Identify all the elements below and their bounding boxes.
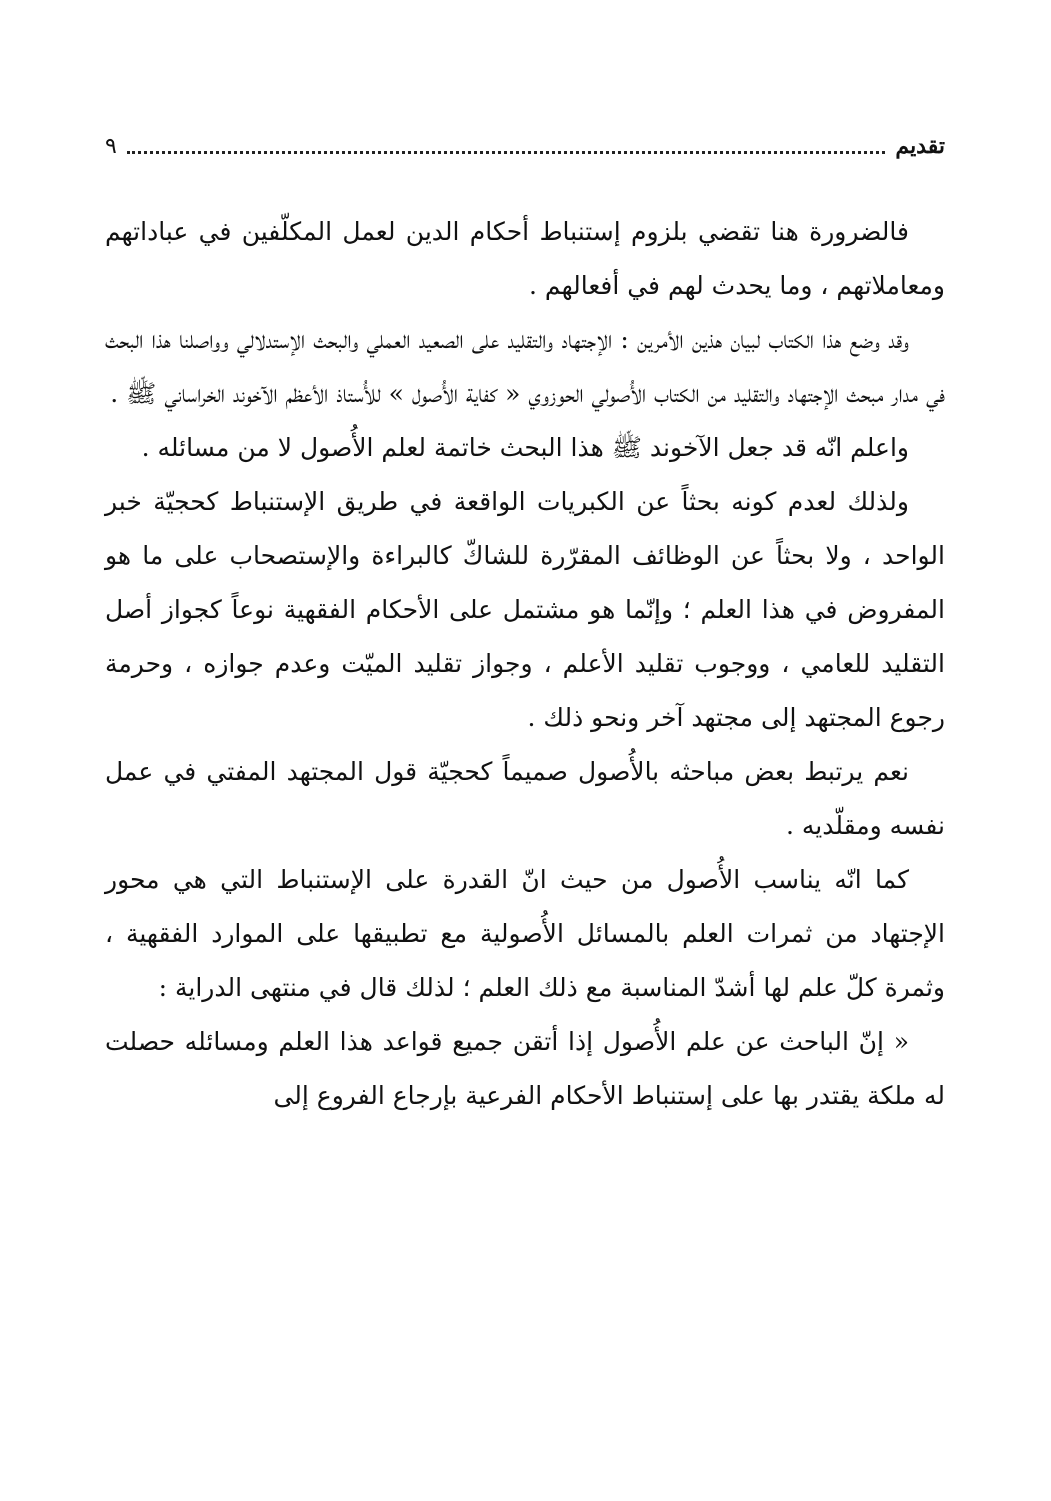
paragraph: ولذلك لعدم كونه بحثاً عن الكبريات الواقعة في طريق الإستنباط كحجيّة خبر الواحد ، ولا بحثاً عن الوظائف المقرّرة للشاكّ كالبراءة والإستصحاب على ما هو المفروض في هذا العلم ؛ وإنّما هو مشتمل على الأحكام الفقهية نوعاً كجواز أصل التقليد للعامي ، ووجوب تقليد الأعلم ، وجواز تقليد الميّت وعدم جوازه ، وحرمة رجوع المجتهد إلى مجتهد آخر ونحو ذلك .	[105, 487, 945, 732]
page-number: ٩	[105, 133, 117, 159]
paragraph: « إنّ الباحث عن علم الأُصول إذا أتقن جميع قواعد هذا العلم ومسائله حصلت له ملكة يقتدر بها على إستنباط الأحكام الفرعية بإرجاع الفروع إلى	[105, 1027, 945, 1110]
running-header	[105, 126, 945, 166]
body-text	[105, 205, 945, 1123]
paragraph: وقد وضع هذا الكتاب لبيان هذين الأمرين : الإجتهاد والتقليد على الصعيد العملي والبحث الإستدلالي وواصلنا هذا البحث في مدار مبحث الإجتهاد والتقليد من الكتاب الأُصولي الحوزوي « كفاية الأُصول » للأُستاذ الأعظم الآخوند الخراساني ﷺ .	[105, 325, 945, 408]
paragraph: نعم يرتبط بعض مباحثه بالأُصول صميماً كحجيّة قول المجتهد المفتي في عمل نفسه ومقلّديه .	[105, 757, 945, 840]
paragraph: كما انّه يناسب الأُصول من حيث انّ القدرة على الإستنباط التي هي محور الإجتهاد من ثمرات العلم بالمسائل الأُصولية مع تطبيقها على الموارد الفقهية ، وثمرة كلّ علم لها أشدّ المناسبة مع ذلك العلم ؛ لذلك قال في منتهى الدراية :	[105, 865, 945, 1002]
paragraph: فالضرورة هنا تقضي بلزوم إستنباط أحكام الدين لعمل المكلّفين في عباداتهم ومعاملاتهم ، وما يحدث لهم في أفعالهم .	[105, 217, 945, 300]
section-title: تقديم	[895, 133, 945, 159]
dotted-leader	[127, 151, 886, 154]
paragraph: واعلم انّه قد جعل الآخوند ﷺ هذا البحث خاتمة لعلم الأُصول لا من مسائله .	[141, 433, 909, 462]
